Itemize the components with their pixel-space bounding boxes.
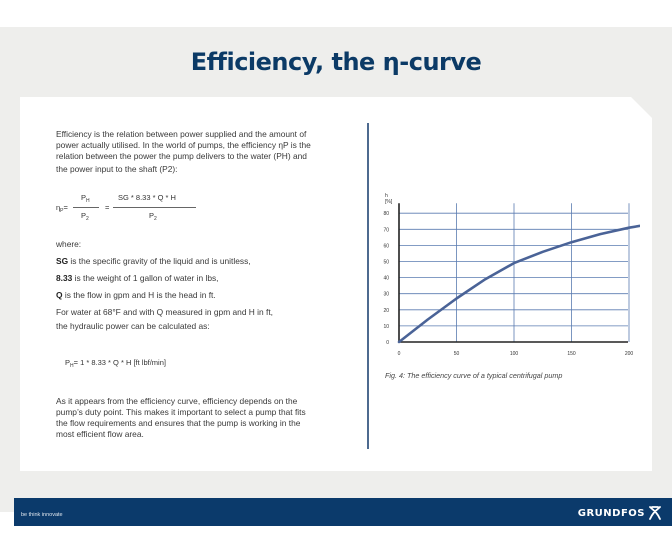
- outro-line: pump’s duty point. This makes it important to select a pump that fits: [56, 407, 306, 417]
- hydraulic-power-formula: $P_H= 1 * 8.33 * Q * H$ [ft lbf/min]: [65, 358, 166, 369]
- brand-name: GRUNDFOS: [577, 507, 645, 519]
- x-tick-label: 150: [567, 351, 576, 357]
- y-tick-label: 20: [383, 307, 389, 314]
- y-tick-label: 40: [383, 275, 389, 282]
- page-title: Efficiency, the η-curve: [190, 48, 482, 76]
- y-tick-label: 0: [386, 340, 389, 346]
- y-tick-label: 10: [383, 323, 389, 330]
- formula-eq2: =: [105, 203, 110, 212]
- intro-line: relation between the power the pump delivers to the water (PH) and: [56, 151, 307, 161]
- fraction-line: [113, 207, 196, 208]
- y-tick-label: 30: [383, 291, 389, 298]
- intro-line: the power input to the shaft (P2):: [56, 164, 178, 174]
- formula-num2: SG * 8.33 * Q * H: [118, 193, 176, 202]
- x-tick-label: 0: [397, 351, 401, 357]
- water-note: [56, 307, 273, 332]
- intro-line: Efficiency is the relation between power supplied and the amount of: [56, 129, 307, 139]
- x-tick-label: 100: [509, 351, 519, 357]
- efficiency-curve: [399, 217, 640, 342]
- formula-num1: $P_H$: [81, 193, 90, 204]
- definition-sg: SG is the specific gravity of the liquid and is unitless,: [56, 256, 251, 266]
- definition-q: Q is the flow in gpm and H is the head in ft.: [56, 290, 216, 300]
- definition-833: 8.33 is the weight of 1 gallon of water in lbs,: [56, 273, 219, 283]
- y-tick-label: 50: [383, 259, 389, 266]
- intro-line: power actually utilised. In the world of pumps, the efficiency ηP is the: [56, 140, 311, 150]
- y-axis-label: h: [385, 193, 388, 199]
- where-label: where:: [56, 239, 82, 249]
- outro-paragraph: [56, 396, 306, 440]
- intro-paragraph: [56, 129, 311, 175]
- grundfos-x-icon: [648, 506, 662, 520]
- x-tick-label: 200: [624, 351, 634, 357]
- x-tick-label: 50: [453, 351, 460, 357]
- column-divider: [367, 123, 369, 449]
- y-tick-label: 70: [383, 227, 389, 234]
- water-line: the hydraulic power can be calculated as:: [56, 321, 210, 331]
- footer-bar: [14, 498, 672, 526]
- formula-den2: $P_2$: [149, 211, 157, 222]
- y-axis-label: [%]: [385, 199, 393, 205]
- brand-logo: [578, 506, 662, 520]
- water-line: For water at 68°F and with Q measured in gpm and H in ft,: [56, 307, 274, 317]
- outro-line: most efficient flow area.: [56, 429, 144, 439]
- y-tick-label: 60: [383, 243, 389, 250]
- figure-caption: Fig. 4: The efficiency curve of a typical centrifugal pump: [385, 371, 563, 380]
- efficiency-chart: [370, 185, 640, 365]
- outro-line: the flow requirements and ensures that the pump is working in the: [56, 418, 301, 428]
- footer-tagline: be think innovate: [21, 512, 63, 518]
- formula-lhs: $\eta_P=$: [56, 203, 68, 214]
- y-tick-label: 80: [383, 211, 389, 218]
- formula-den1: $P_2$: [81, 211, 89, 222]
- fraction-line: [73, 207, 99, 208]
- outro-line: As it appears from the efficiency curve, efficiency depends on the: [56, 396, 298, 406]
